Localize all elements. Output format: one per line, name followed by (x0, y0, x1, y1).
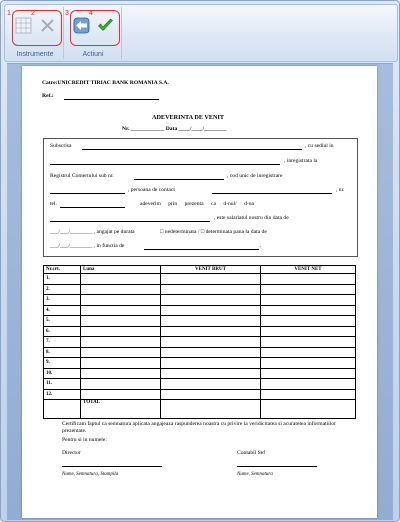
button-number-3: 3 (65, 10, 69, 17)
cell-luna (81, 347, 161, 358)
ref-label: Ref.: (42, 93, 54, 99)
signature-caption-right: Nume, Semnatura (237, 472, 273, 477)
button-number-2: 2 (31, 10, 35, 17)
fill-line (50, 164, 280, 165)
table-row (44, 347, 356, 358)
fill-line (134, 179, 224, 180)
row-number: 7. (44, 337, 81, 348)
table-row (44, 368, 356, 379)
document-viewer[interactable] (7, 63, 393, 520)
table-row (44, 316, 356, 327)
cell-luna (81, 337, 161, 348)
cell-brut (161, 347, 261, 358)
cell-net (261, 347, 356, 358)
label-determinata: determinata pana la data de (205, 229, 267, 235)
text-nr: , nr. (336, 187, 345, 193)
table-row (44, 274, 356, 285)
cell-brut (161, 337, 261, 348)
table-row (44, 326, 356, 337)
group-instrumente (7, 7, 64, 59)
table-row (44, 337, 356, 348)
text-registrul: Registrul Comertului sub nr. (50, 173, 114, 179)
signature-line-left (62, 466, 162, 467)
cell-brut (161, 379, 261, 390)
row-number: 4. (44, 305, 81, 316)
cell-total-net (261, 400, 356, 419)
cell-luna (81, 274, 161, 285)
cell-luna (81, 326, 161, 337)
text-subscrisa: Subscrisa (50, 143, 72, 149)
table-row (44, 379, 356, 390)
table-row (44, 305, 356, 316)
cell-brut (161, 274, 261, 285)
header-luna: Luna (81, 266, 161, 274)
fill-line (212, 193, 332, 194)
row-number: 9. (44, 358, 81, 369)
fill-line (50, 193, 125, 194)
cell-luna (81, 295, 161, 306)
cell-net (261, 316, 356, 327)
cell-luna (81, 316, 161, 327)
cell-brut (161, 316, 261, 327)
cell-brut (161, 368, 261, 379)
cell-brut (161, 389, 261, 400)
document-title: ADEVERINTA DE VENIT (152, 114, 224, 121)
header-venit-brut: VENIT BRUT (161, 266, 261, 274)
row-number: 8. (44, 347, 81, 358)
fill-line (50, 221, 210, 222)
text-sediu: , cu sediul in (305, 143, 334, 149)
cell-brut (161, 284, 261, 295)
cell-net (261, 337, 356, 348)
cell-net (261, 389, 356, 400)
row-number: 12. (44, 389, 81, 400)
cell-brut (161, 358, 261, 369)
text-salariatul: , este salariatul nostru din data de (214, 215, 289, 221)
cell-net (261, 326, 356, 337)
fill-line (144, 249, 259, 250)
header-venit-net: VENIT NET (261, 266, 356, 274)
cell-luna (81, 305, 161, 316)
income-table (43, 265, 356, 419)
cell-net (261, 368, 356, 379)
group-label-instrumente: Instrumente (16, 51, 54, 58)
text-angajat: ___/___/________ , angajat pe durata (50, 229, 135, 235)
row-number: 10. (44, 368, 81, 379)
row-number: 11. (44, 379, 81, 390)
row-number: 6. (44, 326, 81, 337)
group-label-actiuni: Actiuni (82, 51, 104, 58)
table-row (44, 295, 356, 306)
for-names-label: Pentru si in numele: (62, 437, 107, 443)
text-persoana: , persoana de contact (128, 187, 175, 193)
cell-luna (81, 379, 161, 390)
ribbon-toolbar (4, 4, 398, 62)
table-total-row (44, 400, 356, 419)
declaration-box (43, 138, 358, 257)
cell-net (261, 274, 356, 285)
group-actiuni (65, 7, 122, 59)
text-functia: ___/___/________ , in functia de (50, 243, 125, 249)
row-number: 5. (44, 316, 81, 327)
text-nedeterminata: □ nedeterminata / □ determinata pana la data de (160, 229, 267, 235)
cell-luna (81, 284, 161, 295)
label-nedeterminata: nedeterminata / (164, 229, 201, 235)
cell-brut (161, 305, 261, 316)
cell-net (261, 305, 356, 316)
document-page (22, 66, 377, 518)
nr-data-line: Nr. ____________ Data ____/____/________ (122, 126, 227, 132)
table-row (44, 389, 356, 400)
table-row (44, 358, 356, 369)
cell-brut (161, 326, 261, 337)
fill-line (82, 149, 302, 150)
text-period: . (260, 243, 262, 249)
signature-line-right (237, 466, 317, 467)
total-label: TOTAL (81, 400, 161, 419)
signature-caption-left: Nume, Semnatura, Stampila (62, 472, 119, 477)
ref-line (64, 99, 159, 100)
cell-net (261, 379, 356, 390)
header-nrcrt: Nr.crt. (44, 266, 81, 274)
row-number: 3. (44, 295, 81, 306)
button-number-1: 1 (7, 10, 11, 17)
cell-net (261, 358, 356, 369)
cell-luna (81, 368, 161, 379)
cell-total-brut (161, 400, 261, 419)
button-number-4: 4 (89, 10, 93, 17)
text-adeverim: adeverim prin prezenta ca d-nul/ d-na (140, 201, 255, 207)
table-row (44, 284, 356, 295)
cell-luna (81, 389, 161, 400)
cell-net (261, 284, 356, 295)
chief-accountant-label: Contabil Sef (237, 450, 266, 456)
text-cod-unic: , cod unic de inregistrare (227, 173, 283, 179)
director-label: Director (62, 450, 81, 456)
cell-net (261, 295, 356, 306)
cell-luna (81, 358, 161, 369)
text-inregistrata: , inregistrata la (284, 158, 318, 164)
cell-brut (161, 295, 261, 306)
row-number: 2. (44, 284, 81, 295)
table-header-row (44, 266, 356, 274)
cell-empty (44, 400, 81, 419)
fill-line (60, 207, 125, 208)
highlight-box-instrumente (12, 10, 62, 46)
row-number: 1. (44, 274, 81, 285)
addressee: Catre:UNICREDIT TIRIAC BANK ROMANIA S.A. (42, 80, 169, 86)
text-tel: tel. (50, 201, 57, 207)
highlight-box-actiuni (70, 10, 120, 46)
certify-text: Certificam faptul ca semnatura aplicata angajeaza raspunderea noastra cu privire la veridicitatea si acuratetea informatiilor prezentate. (62, 421, 336, 434)
